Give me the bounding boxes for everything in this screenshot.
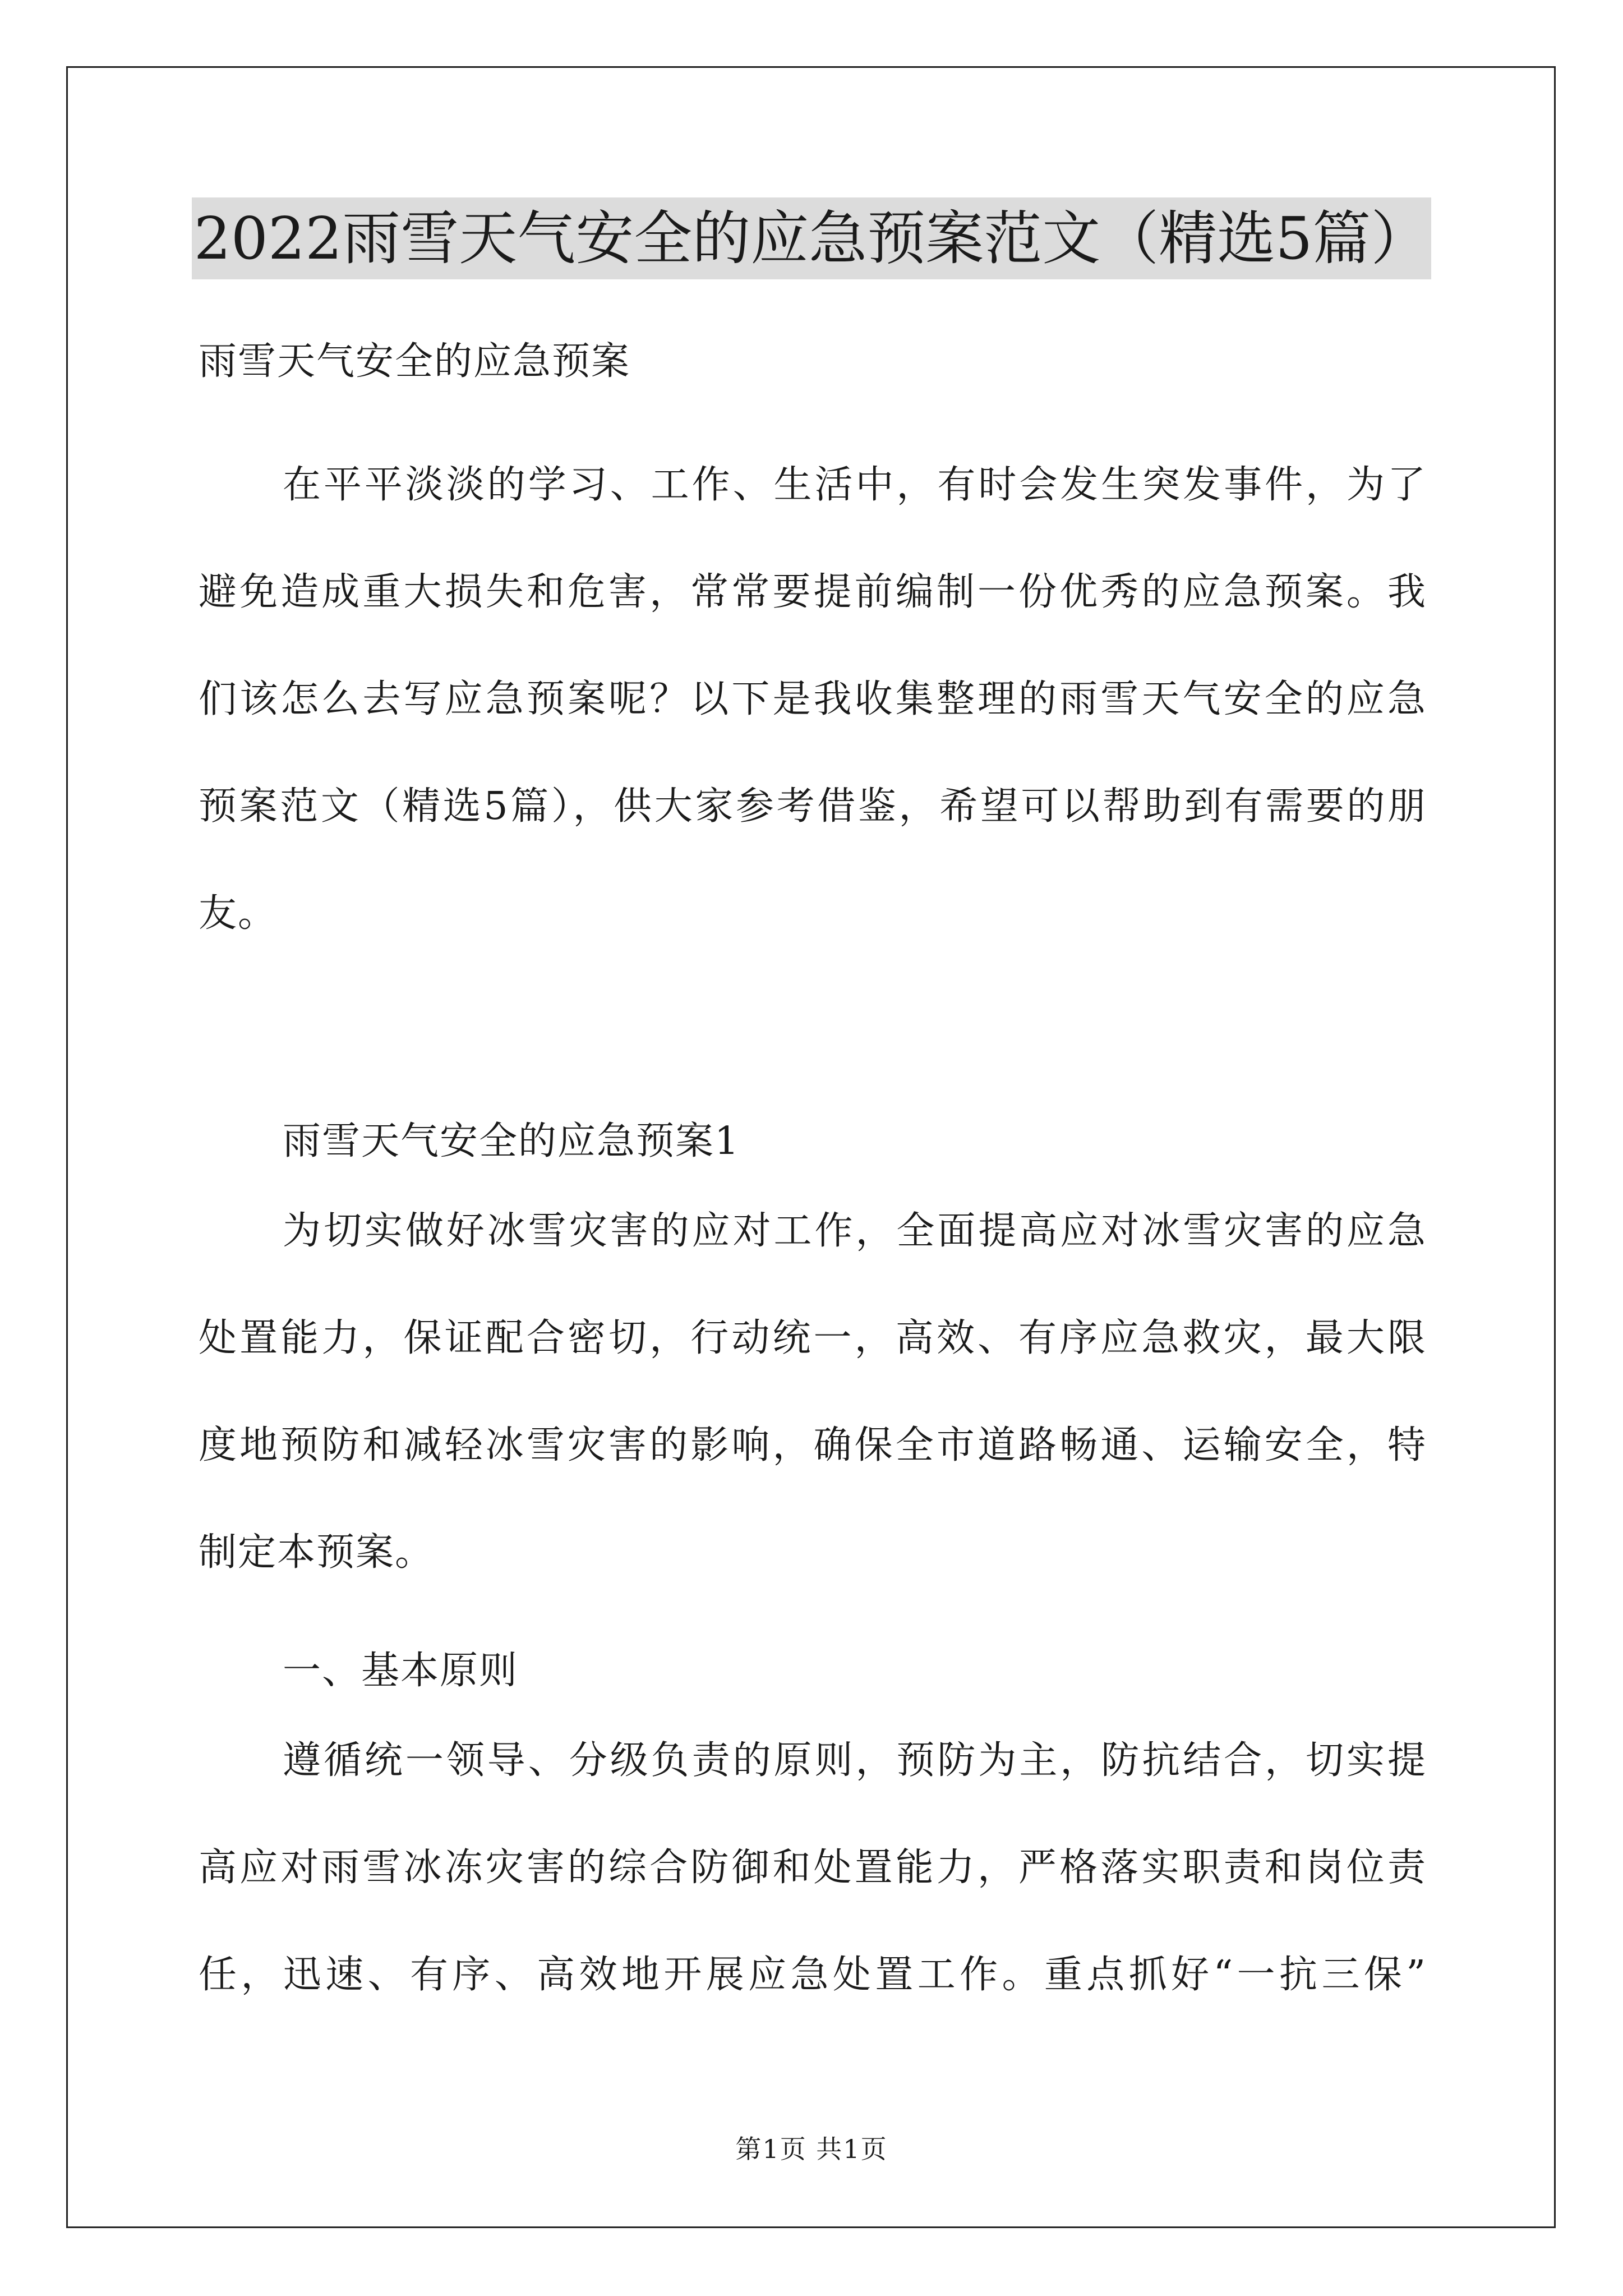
paragraph-line: 遵循统一领导、分级负责的原则，预防为主，防抗结合，切实提 xyxy=(283,1738,1427,1783)
intro-line: 避免造成重大损失和危害，常常要提前编制一份优秀的应急预案。我 xyxy=(199,570,1427,614)
section-heading: 雨雪天气安全的应急预案1 xyxy=(283,1119,740,1163)
intro-line: 预案范文（精选5篇），供大家参考借鉴，希望可以帮助到有需要的朋 xyxy=(199,784,1427,829)
intro-paragraph xyxy=(199,431,1427,967)
paragraph-line: 高应对雨雪冰冻灾害的综合防御和处置能力，严格落实职责和岗位责 xyxy=(199,1846,1427,1890)
intro-line: 们该怎么去写应急预案呢？以下是我收集整理的雨雪天气安全的应急 xyxy=(199,677,1427,721)
paragraph-2 xyxy=(199,1707,1427,2028)
paragraph-line: 为切实做好冰雪灾害的应对工作，全面提高应对冰雪灾害的应急 xyxy=(283,1209,1427,1253)
subtitle: 雨雪天气安全的应急预案 xyxy=(199,339,631,384)
document-title: 2022雨雪天气安全的应急预案范文（精选5篇） xyxy=(192,197,1432,279)
paragraph-1 xyxy=(199,1177,1427,1606)
intro-line: 友。 xyxy=(199,891,278,936)
sub-heading: 一、基本原则 xyxy=(283,1649,519,1693)
paragraph-line: 度地预防和减轻冰雪灾害的影响，确保全市道路畅通、运输安全，特 xyxy=(199,1423,1427,1467)
paragraph-line: 制定本预案。 xyxy=(199,1530,435,1575)
page-footer: 第1页 共1页 xyxy=(735,2134,888,2164)
paragraph-line: 任，迅速、有序、高效地开展应急处置工作。重点抓好“一抗三保” xyxy=(199,1953,1427,1997)
intro-line: 在平平淡淡的学习、工作、生活中，有时会发生突发事件，为了 xyxy=(283,463,1427,507)
title-block xyxy=(193,197,1430,279)
paragraph-line: 处置能力，保证配合密切，行动统一，高效、有序应急救灾，最大限 xyxy=(199,1316,1427,1360)
